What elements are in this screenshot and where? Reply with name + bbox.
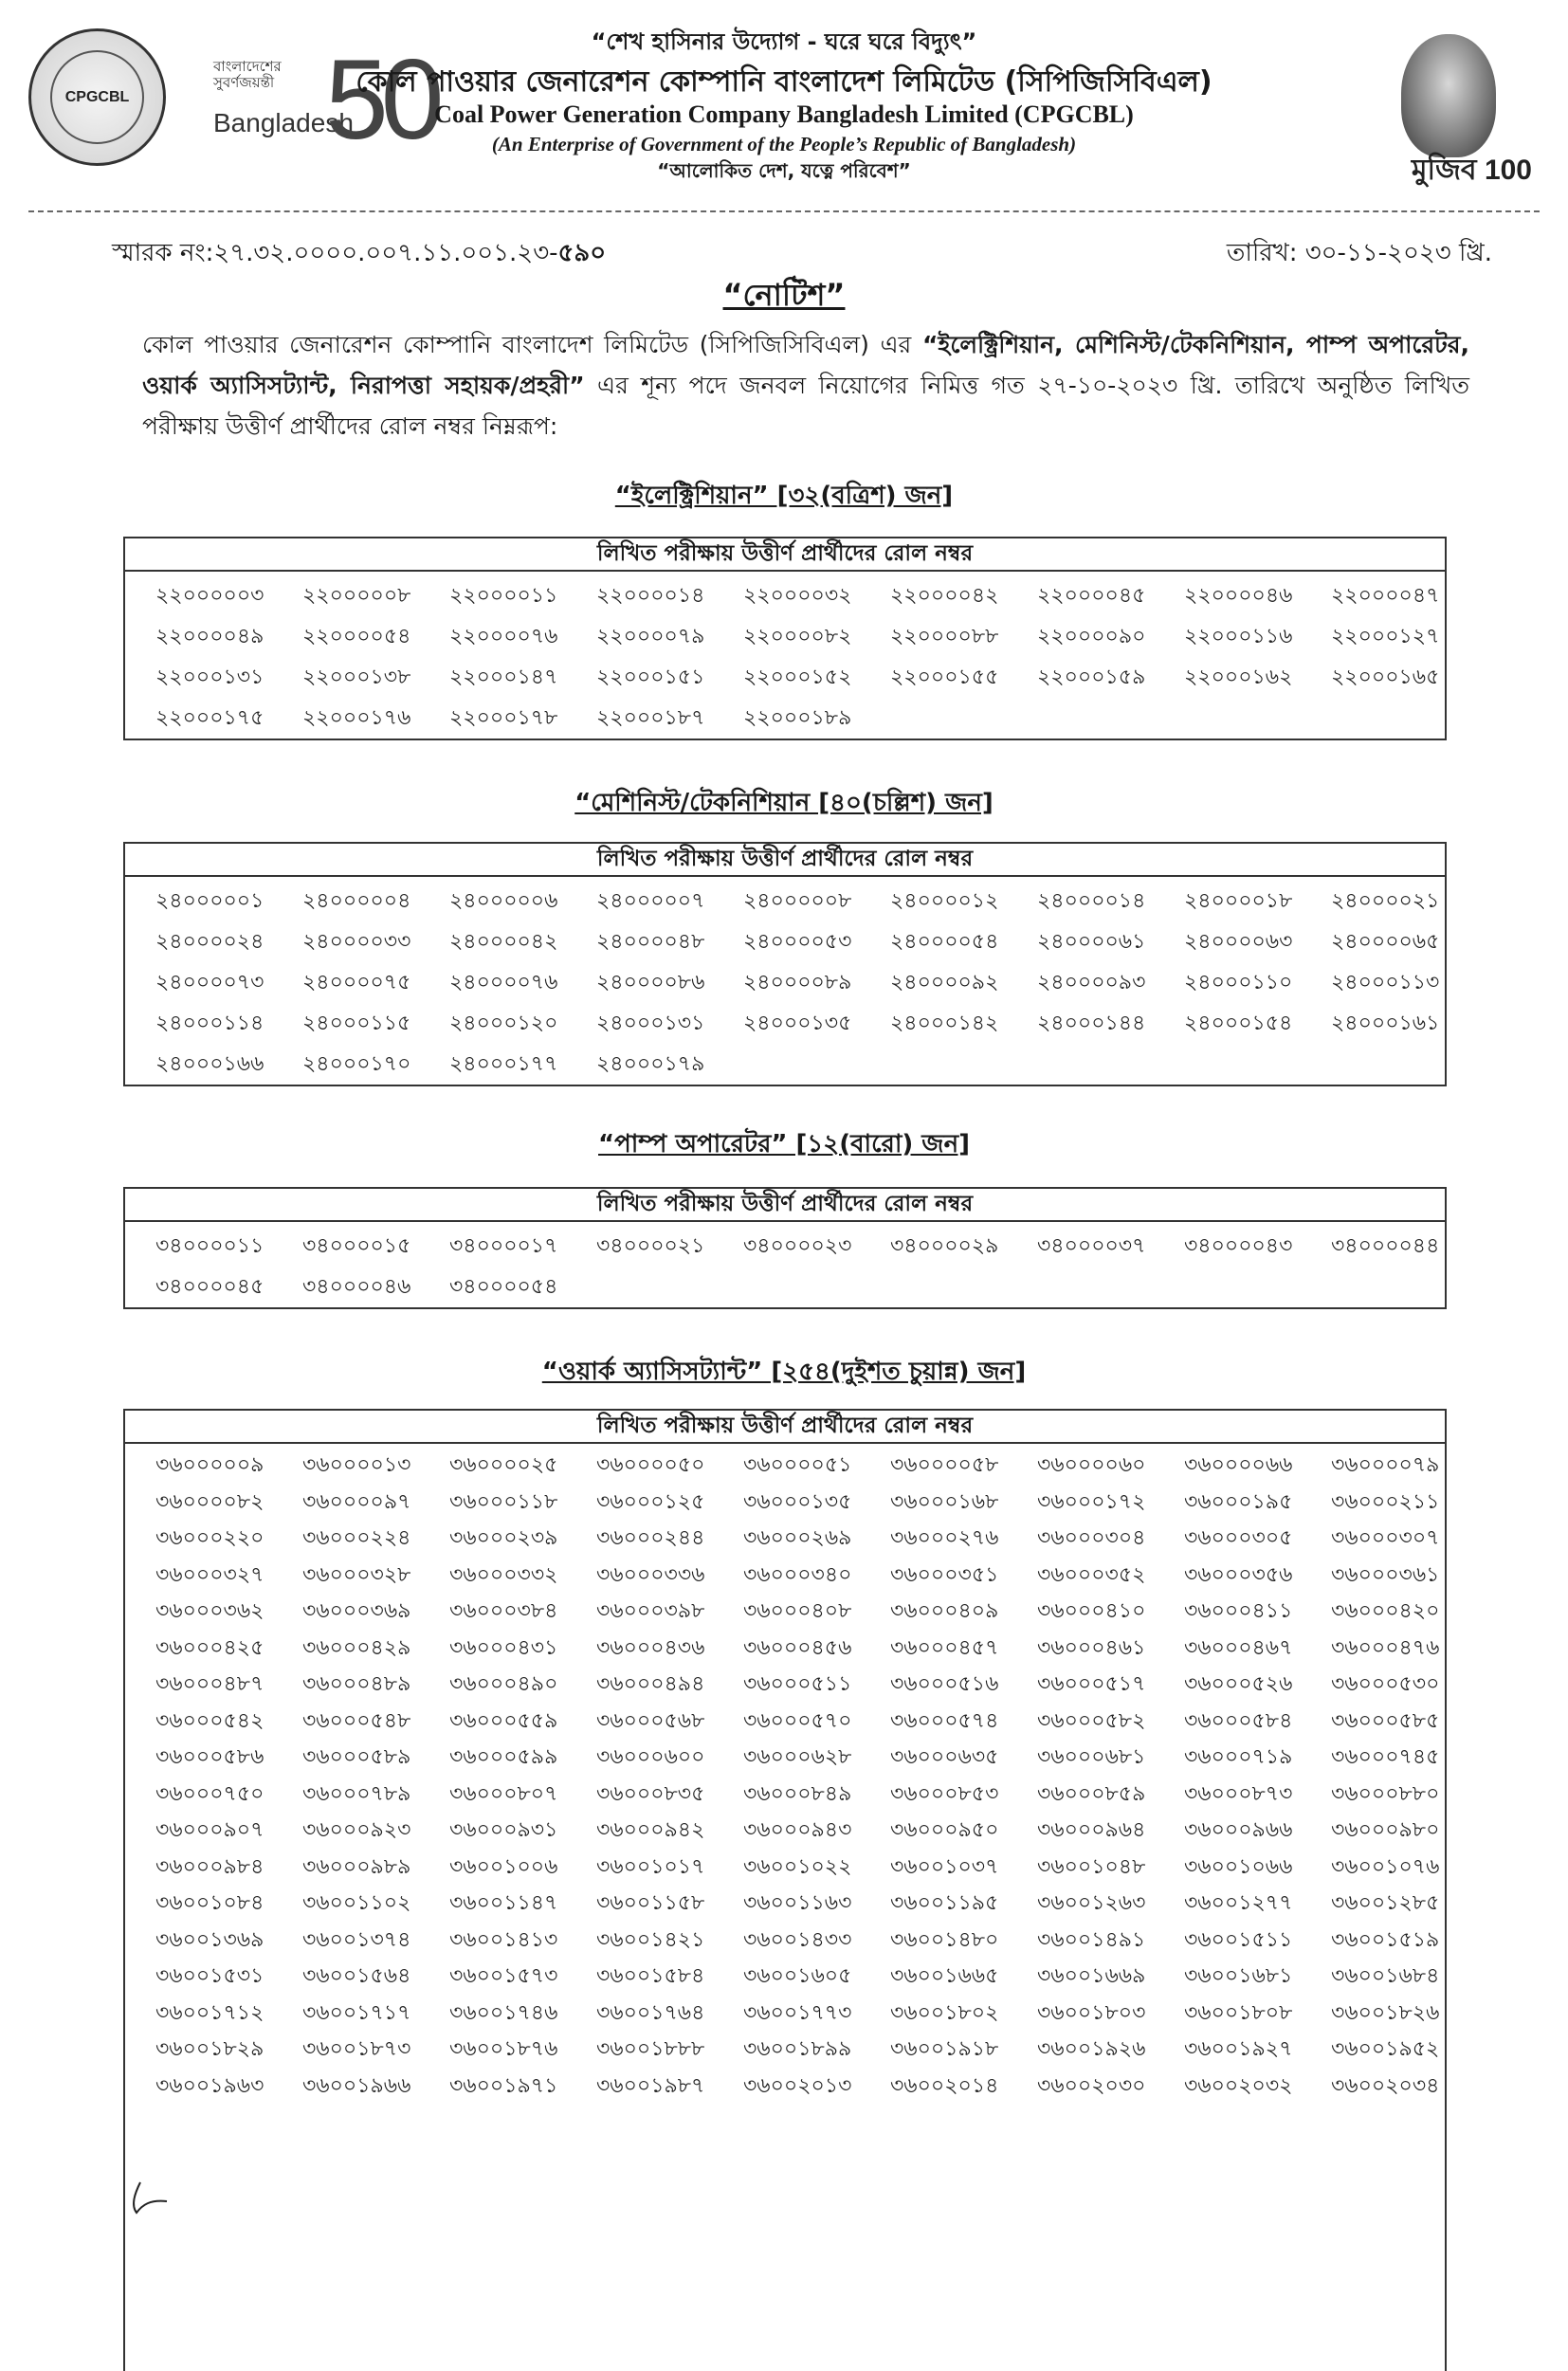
roll-grid (155, 575, 1445, 739)
roll-number: ৩৬০০০৫৮৫ (1331, 1708, 1440, 1733)
cpgcbl-logo-text: CPGCBL (50, 50, 144, 144)
roll-number: ৩৬০০০৮৩৫ (596, 1781, 705, 1806)
roll-number: ২২০০০১৭৬ (302, 706, 411, 730)
roll-number: ২৪০০০১৩১ (596, 1012, 705, 1035)
roll-number: ২৪০০০১১৫ (302, 1012, 411, 1035)
roll-number: ২২০০০০৯০ (1037, 625, 1146, 648)
roll-number: ৩৬০০০৫৯৯ (449, 1745, 558, 1769)
roll-number: ২২০০০০৮২ (743, 625, 852, 648)
mujib-portrait (1390, 34, 1532, 186)
roll-number: ৩৬০০০৯৮৯ (302, 1854, 411, 1879)
roll-number: ৩৬০০০৪৮৭ (155, 1672, 264, 1696)
roll-number: ৩৪০০০০২৩ (743, 1234, 852, 1258)
roll-number: ৩৬০০০২২৪ (302, 1526, 411, 1550)
roll-number: ৩৬০০০৯০৭ (155, 1818, 264, 1842)
portrait-image (1401, 34, 1496, 157)
roll-number: ৩৬০০০২৪৪ (596, 1526, 705, 1550)
roll-grid (155, 1226, 1445, 1307)
roll-number: ৩৬০০০৩০৭ (1331, 1526, 1440, 1550)
roll-number: ৩৬০০১৭৪৬ (449, 2000, 558, 2025)
roll-number: ৩৬০০০৩৫৬ (1184, 1562, 1293, 1587)
roll-number: ২৪০০০১৭০ (302, 1052, 411, 1076)
letterhead (0, 0, 1568, 213)
roll-number: ৩৬০০১৯৭১ (449, 2073, 558, 2098)
roll-number: ৩৬০০০৬৩৫ (890, 1745, 999, 1769)
slogan: “শেখ হাসিনার উদ্যোগ - ঘরে ঘরে বিদ্যুৎ” (591, 28, 977, 55)
roll-number: ৩৬০০০০৫১ (743, 1453, 852, 1477)
roll-number: ৩৬০০১৮২৯ (155, 2037, 264, 2061)
roll-number: ৩৬০০০২৭৬ (890, 1526, 999, 1550)
roll-number: ৩৬০০১৮৯৯ (743, 2037, 852, 2061)
roll-number: ২৪০০০০১৪ (1037, 889, 1146, 913)
roll-number: ২২০০০০০৮ (302, 584, 411, 608)
section-title-electrician: “ইলেক্ট্রিশিয়ান” [৩২(বত্রিশ) জন] (614, 482, 954, 510)
roll-number: ৩৬০০০১৬৮ (890, 1489, 999, 1514)
roll-number: ২২০০০০৪৫ (1037, 584, 1146, 608)
roll-number: ৩৬০০২০১৩ (743, 2073, 852, 2098)
roll-number: ৩৬০০০০০৯ (155, 1453, 264, 1477)
roll-number: ৩৬০০০৮০৭ (449, 1781, 558, 1806)
roll-number: ২৪০০০০৬৩ (1184, 930, 1293, 954)
roll-number: ২২০০০১৮৭ (596, 706, 705, 730)
roll-number: ২২০০০১২৭ (1331, 625, 1440, 648)
roll-number: ২২০০০১৭৮ (449, 706, 558, 730)
roll-number: ২২০০০১৮৯ (743, 706, 852, 730)
roll-number: ৩৬০০০৪৯০ (449, 1672, 558, 1696)
roll-number: ২২০০০১৩৮ (302, 666, 411, 689)
roll-number: ২৪০০০০০৮ (743, 889, 852, 913)
roll-number: ৩৬০০০৩০৪ (1037, 1526, 1146, 1550)
roll-number: ৩৬০০১৯৬৩ (155, 2073, 264, 2098)
roll-number: ৩৬০০১০৪৮ (1037, 1854, 1146, 1879)
roll-number: ৩৬০০০০৮২ (155, 1489, 264, 1514)
roll-number: ৩৬০০১০২২ (743, 1854, 852, 1879)
roll-number: ২৪০০০১৬১ (1331, 1012, 1440, 1035)
roll-number: ৩৪০০০০৪৪ (1331, 1234, 1440, 1258)
roll-number: ৩৬০০১০৭৬ (1331, 1854, 1440, 1879)
table-header: লিখিত পরীক্ষায় উত্তীর্ণ প্রার্থীদের রোল নম্বর (125, 1411, 1445, 1444)
roll-number: ৩৬০০১০৩৭ (890, 1854, 999, 1879)
roll-number: ৩৬০০০৯৫০ (890, 1818, 999, 1842)
roll-number: ৩৬০০১৬৮১ (1184, 1964, 1293, 1988)
roll-number: ৩৬০০০৫১৬ (890, 1672, 999, 1696)
table-header: লিখিত পরীক্ষায় উত্তীর্ণ প্রার্থীদের রোল নম্বর (125, 1189, 1445, 1222)
roll-number: ২২০০০১১৬ (1184, 625, 1293, 648)
roll-number: ২৪০০০০৭৫ (302, 971, 411, 994)
roll-number: ৩৬০০০৫৬৮ (596, 1708, 705, 1733)
roll-number: ২২০০০০৩২ (743, 584, 852, 608)
roll-number: ৩৬০০০৯৮৪ (155, 1854, 264, 1879)
roll-number: ৩৬০০০১৭২ (1037, 1489, 1146, 1514)
bd50-number: 50 (325, 36, 437, 163)
roll-number: ৩৬০০০৪২০ (1331, 1599, 1440, 1623)
roll-number: ৩৬০০১৯৮৭ (596, 2073, 705, 2098)
roll-number: ৩৬০০০১৯৫ (1184, 1489, 1293, 1514)
roll-number: ৩৬০০১১৬৩ (743, 1891, 852, 1915)
roll-number: ৩৬০০০৮৮০ (1331, 1781, 1440, 1806)
roll-number: ২২০০০১৭৫ (155, 706, 264, 730)
roll-number: ২৪০০০০৮৯ (743, 971, 852, 994)
roll-number: ৩৬০০১৮০৩ (1037, 2000, 1146, 2025)
roll-number: ২৪০০০১৪২ (890, 1012, 999, 1035)
bd50-caption: বাংলাদেশের সুবর্ণজয়ন্তী (213, 58, 282, 91)
roll-number: ৩৪০০০০১১ (155, 1234, 264, 1258)
roll-number: ৩৬০০১৪৮০ (890, 1927, 999, 1952)
roll-number: ৩৪০০০০৪৩ (1184, 1234, 1293, 1258)
section-title-pump-operator: “পাম্প অপারেটর” [১২(বারো) জন] (598, 1130, 970, 1158)
roll-number: ২২০০০০১১ (449, 584, 558, 608)
roll-number: ৩৬০০১১৪৭ (449, 1891, 558, 1915)
roll-number: ৩৬০০১৮২৬ (1331, 2000, 1440, 2025)
roll-number: ৩৬০০১২৮৫ (1331, 1891, 1440, 1915)
roll-number: ২২০০০০৪৯ (155, 625, 264, 648)
notice-date: তারিখ: ৩০-১১-২০২৩ খ্রি. (1226, 239, 1492, 267)
roll-number: ৩৬০০২০১৪ (890, 2073, 999, 2098)
roll-number: ৩৬০০০৩৪০ (743, 1562, 852, 1587)
roll-number: ৩৬০০০৩৩২ (449, 1562, 558, 1587)
intro-posts: “ইলেক্ট্রিশিয়ান, মেশিনিস্ট/টেকনিশিয়ান, পাম্প অপারেটর, ওয়ার্ক অ্যাসিসট্যান্ট, নিরাপত্তা সহায়ক/প্রহরী” (142, 331, 1469, 399)
roll-number: ৩৬০০২০৩৪ (1331, 2073, 1440, 2098)
roll-number: ৩৬০০১০১৭ (596, 1854, 705, 1879)
roll-number: ২৪০০০০৪২ (449, 930, 558, 954)
memo-label: স্মারক নং:২৭.৩২.০০০০.০০৭.১১.০০১.২৩- (112, 239, 558, 267)
roll-table-pump-operator (123, 1187, 1447, 1309)
table-header: লিখিত পরীক্ষায় উত্তীর্ণ প্রার্থীদের রোল নম্বর (125, 844, 1445, 877)
roll-number: ৩৬০০০৩৩৬ (596, 1562, 705, 1587)
roll-number: ৩৬০০০৫৮৪ (1184, 1708, 1293, 1733)
roll-number: ৩৬০০০৪৬১ (1037, 1635, 1146, 1660)
roll-number: ৩৬০০০৩৬৯ (302, 1599, 411, 1623)
roll-number: ৩৬০০০৪১০ (1037, 1599, 1146, 1623)
roll-number: ৩৬০০০৫২৬ (1184, 1672, 1293, 1696)
roll-number: ২২০০০০৪৬ (1184, 584, 1293, 608)
roll-number: ৩৬০০১৮০৮ (1184, 2000, 1293, 2025)
roll-number: ৩৬০০১৮৮৮ (596, 2037, 705, 2061)
roll-number: ৩৬০০০৭৮৯ (302, 1781, 411, 1806)
roll-number: ৩৬০০০৪০৮ (743, 1599, 852, 1623)
roll-number: ৩৬০০০৯৪২ (596, 1818, 705, 1842)
roll-number: ৩৬০০১৩৭৪ (302, 1927, 411, 1952)
roll-number: ৩৬০০১৮৭৬ (449, 2037, 558, 2061)
roll-number: ৩৬০০০০৬৬ (1184, 1453, 1293, 1477)
roll-number: ২২০০০০১৪ (596, 584, 705, 608)
roll-number: ৩৬০০১৬০৫ (743, 1964, 852, 1988)
roll-number: ২৪০০০১২০ (449, 1012, 558, 1035)
roll-number: ২২০০০০৪৭ (1331, 584, 1440, 608)
roll-number: ৩৬০০০৮৫৯ (1037, 1781, 1146, 1806)
roll-number: ২৪০০০১৬৬ (155, 1052, 264, 1076)
roll-number: ২৪০০০০৫৩ (743, 930, 852, 954)
roll-number: ২২০০০১৪৭ (449, 666, 558, 689)
roll-number: ৩৬০০০৫৮৬ (155, 1745, 264, 1769)
roll-number: ৩৬০০০৪৭৬ (1331, 1635, 1440, 1660)
roll-number: ৩৬০০০৪২৫ (155, 1635, 264, 1660)
roll-number: ২৪০০০০৭৬ (449, 971, 558, 994)
roll-number: ৩৬০০১৬৬৯ (1037, 1964, 1146, 1988)
roll-number: ২৪০০০০৯২ (890, 971, 999, 994)
roll-number: ৩৬০০০৫৫৯ (449, 1708, 558, 1733)
roll-number: ৩৪০০০০৫৪ (449, 1275, 558, 1299)
roll-number: ২২০০০০৭৯ (596, 625, 705, 648)
roll-number: ৩৬০০১৫৬৪ (302, 1964, 411, 1988)
roll-number: ৩৬০০১০০৬ (449, 1854, 558, 1879)
roll-number: ৩৬০০১৮৭৩ (302, 2037, 411, 2061)
roll-number: ২২০০০০৭৬ (449, 625, 558, 648)
roll-grid (155, 881, 1445, 1085)
roll-number: ৩৬০০১৪৯১ (1037, 1927, 1146, 1952)
roll-number: ৩৬০০১৯২৬ (1037, 2037, 1146, 2061)
roll-number: ৩৬০০১০৮৪ (155, 1891, 264, 1915)
roll-number: ২২০০০১৫১ (596, 666, 705, 689)
roll-number: ৩৬০০১৭৭৩ (743, 2000, 852, 2025)
roll-number: ৩৬০০০৯৪৩ (743, 1818, 852, 1842)
roll-number: ৩৬০০০৩৬১ (1331, 1562, 1440, 1587)
roll-number: ৩৬০০১৪১৩ (449, 1927, 558, 1952)
roll-number: ৩৬০০০৯৬৪ (1037, 1818, 1146, 1842)
roll-number: ৩৪০০০০৪৫ (155, 1275, 264, 1299)
roll-number: ২২০০০০০৩ (155, 584, 264, 608)
roll-number: ৩৬০০০৫৭৪ (890, 1708, 999, 1733)
roll-number: ৩৬০০০৩৮৪ (449, 1599, 558, 1623)
roll-number: ৩৬০০০৩২৮ (302, 1562, 411, 1587)
roll-number: ৩৬০০০৫১৭ (1037, 1672, 1146, 1696)
roll-number: ৩৬০০০৪২৯ (302, 1635, 411, 1660)
roll-number: ২৪০০০১১০ (1184, 971, 1293, 994)
roll-number: ২৪০০০০৩৩ (302, 930, 411, 954)
roll-number: ৩৬০০০৪৩৬ (596, 1635, 705, 1660)
roll-number: ২৪০০০০০৭ (596, 889, 705, 913)
roll-number: ৩৬০০২০৩২ (1184, 2073, 1293, 2098)
roll-number: ৩৬০০০৯৮০ (1331, 1818, 1440, 1842)
roll-number: ৩৬০০০০৫৮ (890, 1453, 999, 1477)
roll-number: ৩৬০০১১০২ (302, 1891, 411, 1915)
roll-number: ৩৬০০০৪৩১ (449, 1635, 558, 1660)
roll-number: ৩৬০০০০৫০ (596, 1453, 705, 1477)
roll-number: ৩৬০০১৯১৮ (890, 2037, 999, 2061)
roll-number: ৩৬০০০৩৯৮ (596, 1599, 705, 1623)
roll-number: ৩৬০০১১৯৫ (890, 1891, 999, 1915)
roll-number: ৩৬০০০৫৩০ (1331, 1672, 1440, 1696)
roll-number: ৩৬০০১৭১২ (155, 2000, 264, 2025)
roll-number: ২৪০০০০৮৬ (596, 971, 705, 994)
roll-number: ২২০০০১৫৯ (1037, 666, 1146, 689)
roll-number: ৩৬০০০৫৭০ (743, 1708, 852, 1733)
roll-table-work-assistant (123, 1409, 1447, 2371)
roll-number: ৩৬০০০০৬০ (1037, 1453, 1146, 1477)
roll-number: ৩৬০০০৪৫৬ (743, 1635, 852, 1660)
roll-number: ২৪০০০০০৪ (302, 889, 411, 913)
roll-number: ৩৪০০০০৪৬ (302, 1275, 411, 1299)
roll-number: ৩৬০০১২৬৩ (1037, 1891, 1146, 1915)
roll-number: ২২০০০১৫৫ (890, 666, 999, 689)
roll-number: ৩৬০০০৫৮২ (1037, 1708, 1146, 1733)
company-name-en: Coal Power Generation Company Bangladesh Limited (CPGCBL) (434, 100, 1134, 128)
roll-number: ২২০০০০৪২ (890, 584, 999, 608)
roll-table-machinist (123, 842, 1447, 1086)
roll-number: ২২০০০১৬৫ (1331, 666, 1440, 689)
roll-number: ৩৬০০১৪২১ (596, 1927, 705, 1952)
roll-number: ৩৬০০০২১১ (1331, 1489, 1440, 1514)
roll-number: ২৪০০০১১৪ (155, 1012, 264, 1035)
roll-number: ৩৬০০০৫৮৯ (302, 1745, 411, 1769)
roll-number: ২৪০০০০৪৮ (596, 930, 705, 954)
roll-number: ২২০০০১৬২ (1184, 666, 1293, 689)
roll-grid (155, 1448, 1445, 2105)
roll-number: ৩৬০০০৬০০ (596, 1745, 705, 1769)
roll-number: ২৪০০০০৬১ (1037, 930, 1146, 954)
roll-number: ৩৬০০১৯৫২ (1331, 2037, 1440, 2061)
roll-number: ৩৬০০১০৬৬ (1184, 1854, 1293, 1879)
roll-number: ২৪০০০০১২ (890, 889, 999, 913)
roll-number: ২৪০০০০২১ (1331, 889, 1440, 913)
roll-number: ৩৬০০০০৭৯ (1331, 1453, 1440, 1477)
roll-number: ৩৬০০১১৫৮ (596, 1891, 705, 1915)
roll-number: ২৪০০০১৪৪ (1037, 1012, 1146, 1035)
company-name-bn: কোল পাওয়ার জেনারেশন কোম্পানি বাংলাদেশ লিমিটেড (সিপিজিসিবিএল) (356, 65, 1212, 99)
roll-number: ২৪০০০০২৪ (155, 930, 264, 954)
roll-number: ৩৪০০০০৩৭ (1037, 1234, 1146, 1258)
roll-number: ৩৬০০০১৩৫ (743, 1489, 852, 1514)
roll-number: ৩৬০০০৩৫১ (890, 1562, 999, 1587)
roll-number: ৩৬০০০৭১৯ (1184, 1745, 1293, 1769)
roll-number: ৩৬০০১৫১৯ (1331, 1927, 1440, 1952)
roll-number: ৩৬০০০৯২৩ (302, 1818, 411, 1842)
roll-number: ৩৬০০১৪৩৩ (743, 1927, 852, 1952)
roll-number: ৩৪০০০০১৫ (302, 1234, 411, 1258)
roll-number: ৩৬০০১৯২৭ (1184, 2037, 1293, 2061)
section-title-machinist: “মেশিনিস্ট/টেকনিশিয়ান [৪০(চল্লিশ) জন] (574, 789, 994, 817)
roll-number: ২৪০০০১৭৭ (449, 1052, 558, 1076)
roll-number: ৩৬০০০২৬৯ (743, 1526, 852, 1550)
intro-text-2: এর শূন্য পদে জনবল নিয়োগের নিমিত্ত গত ২৭-১০-২০২৩ খ্রি. তারিখে অনুষ্ঠিত লিখিত পরীক্ষায় উত্তীর্ণ প্রার্থীদের রোল নম্বর নিম্নরূপ: (142, 372, 1469, 440)
memo-serial: ৫৯০ (557, 239, 607, 267)
roll-number: ৩৬০০১৭১৭ (302, 2000, 411, 2025)
roll-number: ২৪০০০০১৮ (1184, 889, 1293, 913)
roll-number: ৩৬০০১৩৬৯ (155, 1927, 264, 1952)
mujib-100-logo: মুজিব 100 (1411, 155, 1532, 186)
header-divider (28, 210, 1540, 212)
roll-number: ৩৬০০০০১৩ (302, 1453, 411, 1477)
roll-number: ২৪০০০১১৩ (1331, 971, 1440, 994)
roll-number: ২৪০০০১৩৫ (743, 1012, 852, 1035)
notice-title: “নোটিশ” (722, 277, 846, 313)
roll-number: ২৪০০০০৫৪ (890, 930, 999, 954)
roll-number: ৩৬০০০৭৫০ (155, 1781, 264, 1806)
roll-number: ৩৬০০০৫৪২ (155, 1708, 264, 1733)
bd50-word: Bangladesh (213, 108, 354, 137)
roll-number: ৩৬০০০৬৮১ (1037, 1745, 1146, 1769)
motto: “আলোকিত দেশ, যত্নে পরিবেশ” (657, 159, 911, 182)
roll-number: ২২০০০১৩১ (155, 666, 264, 689)
roll-number: ২৪০০০০৭৩ (155, 971, 264, 994)
roll-number: ৩৬০০০১২৫ (596, 1489, 705, 1514)
roll-number: ৩৬০০০৯৩১ (449, 1818, 558, 1842)
memo-number (112, 233, 606, 275)
roll-number: ২২০০০০৫৪ (302, 625, 411, 648)
enterprise-note: (An Enterprise of Government of the People’s Republic of Bangladesh) (491, 133, 1077, 155)
roll-number: ৩৪০০০০২৯ (890, 1234, 999, 1258)
table-header: লিখিত পরীক্ষায় উত্তীর্ণ প্রার্থীদের রোল নম্বর (125, 538, 1445, 572)
roll-number: ২৪০০০০৬৫ (1331, 930, 1440, 954)
roll-number: ৩৬০০১৬৮৪ (1331, 1964, 1440, 1988)
roll-number: ৩৬০০১২৭৭ (1184, 1891, 1293, 1915)
roll-number: ৩৬০০০৮৭৩ (1184, 1781, 1293, 1806)
roll-number: ৩৬০০০৭৪৫ (1331, 1745, 1440, 1769)
roll-number: ৩৬০০০২৩৯ (449, 1526, 558, 1550)
roll-number: ৩৬০০০৩০৫ (1184, 1526, 1293, 1550)
roll-number: ২২০০০১৫২ (743, 666, 852, 689)
roll-number: ৩৬০০০৪৬৭ (1184, 1635, 1293, 1660)
roll-number: ৩৬০০০৫১১ (743, 1672, 852, 1696)
roll-number: ২৪০০০০০১ (155, 889, 264, 913)
roll-number: ৩৬০০০৪১১ (1184, 1599, 1293, 1623)
roll-number: ৩৬০০০১১৮ (449, 1489, 558, 1514)
roll-number: ৩৬০০০০৯৭ (302, 1489, 411, 1514)
roll-number: ৩৬০০১৫৭৩ (449, 1964, 558, 1988)
roll-number: ৩৬০০১৫৩১ (155, 1964, 264, 1988)
roll-number: ৩৬০০০৮৫৩ (890, 1781, 999, 1806)
signature-mark (121, 2180, 178, 2216)
roll-number: ২৪০০০১৫৪ (1184, 1012, 1293, 1035)
roll-number: ২৪০০০০৯৩ (1037, 971, 1146, 994)
roll-number: ৩৬০০২০৩০ (1037, 2073, 1146, 2098)
intro-paragraph (142, 324, 1469, 447)
roll-number: ৩৬০০০০২৫ (449, 1453, 558, 1477)
roll-number: ৩৬০০০৪৯৪ (596, 1672, 705, 1696)
roll-number: ৩৬০০০৪৮৯ (302, 1672, 411, 1696)
roll-number: ৩৬০০১৯৬৬ (302, 2073, 411, 2098)
roll-number: ৩৪০০০০১৭ (449, 1234, 558, 1258)
roll-number: ৩৬০০১৫১১ (1184, 1927, 1293, 1952)
roll-number: ৩৬০০১৬৬৫ (890, 1964, 999, 1988)
roll-number: ২৪০০০০০৬ (449, 889, 558, 913)
roll-table-electrician (123, 537, 1447, 740)
roll-number: ৩৬০০০৩২৭ (155, 1562, 264, 1587)
roll-number: ৩৬০০০৬২৮ (743, 1745, 852, 1769)
roll-number: ৩৬০০১৭৬৪ (596, 2000, 705, 2025)
roll-number: ৩৬০০০৩৫২ (1037, 1562, 1146, 1587)
roll-number: ৩৬০০০২২০ (155, 1526, 264, 1550)
roll-number: ৩৬০০০৫৪৮ (302, 1708, 411, 1733)
roll-number: ৩৬০০০৩৬২ (155, 1599, 264, 1623)
roll-number: ৩৬০০০৮৪৯ (743, 1781, 852, 1806)
roll-number: ২৪০০০১৭৯ (596, 1052, 705, 1076)
intro-text-1: কোল পাওয়ার জেনারেশন কোম্পানি বাংলাদেশ লিমিটেড (সিপিজিসিবিএল) এর (142, 331, 922, 358)
roll-number: ৩৬০০০৪০৯ (890, 1599, 999, 1623)
roll-number: ৩৬০০১৮০২ (890, 2000, 999, 2025)
section-title-work-assistant: “ওয়ার্ক অ্যাসিসট্যান্ট” [২৫৪(দুইশত চুয়ান্ন) জন] (541, 1358, 1027, 1386)
roll-number: ৩৬০০১৫৮৪ (596, 1964, 705, 1988)
roll-number: ৩৬০০০৯৬৬ (1184, 1818, 1293, 1842)
roll-number: ২২০০০০৮৮ (890, 625, 999, 648)
roll-number: ৩৪০০০০২১ (596, 1234, 705, 1258)
roll-number: ৩৬০০০৪৫৭ (890, 1635, 999, 1660)
